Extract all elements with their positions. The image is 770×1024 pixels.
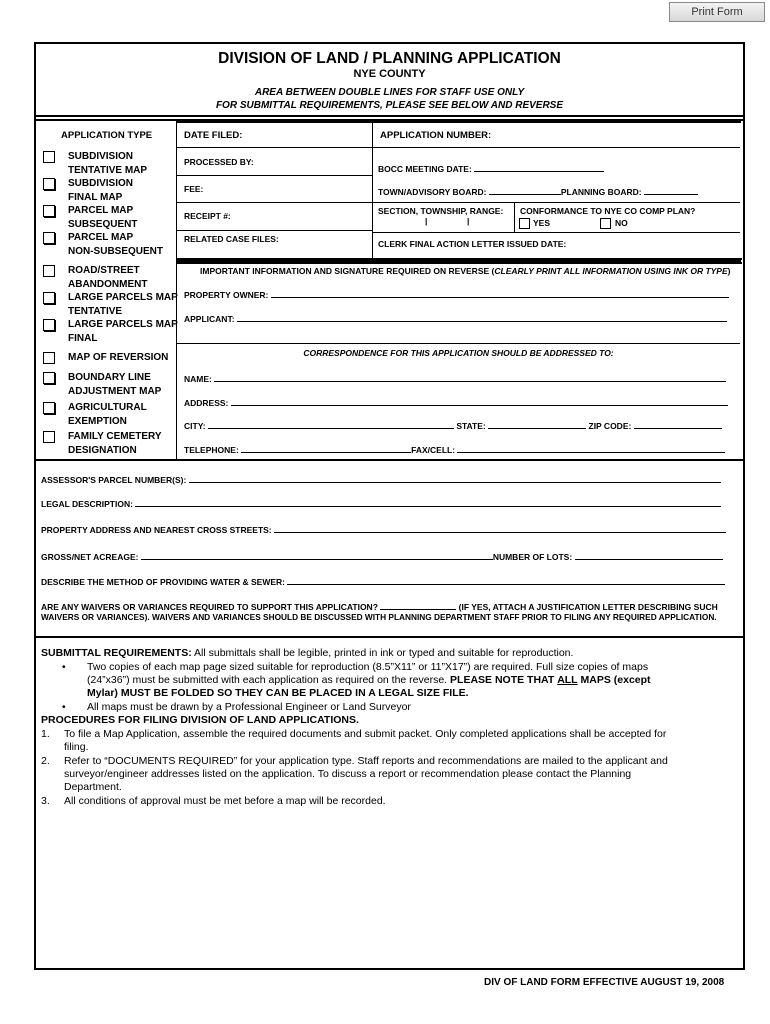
app-type-parcel-map-non-subsequent: PARCEL MAP NON-SUBSEQUENT [68,232,164,257]
checkbox-agricultural-exemption[interactable] [43,402,55,414]
telephone-field[interactable] [241,443,411,453]
app-type-family-cemetery: FAMILY CEMETERY DESIGNATION [68,431,162,456]
clerk-final-action-label: CLERK FINAL ACTION LETTER ISSUED DATE: [378,239,567,249]
application-type-heading: APPLICATION TYPE [61,130,153,141]
date-filed-label: DATE FILED: [184,130,243,141]
acreage-label: GROSS/NET ACREAGE: NUMBER OF LOTS: [41,550,723,562]
bullet-2: All maps must be drawn by a Professional Engineer or Land Surveyor [87,701,411,713]
water-sewer-field[interactable] [287,575,725,585]
city-field[interactable] [208,419,454,429]
bullet-1-line-2: (24”x36”) must be submitted with each application as required on the reverse. PLEASE NOTE THAT ALL MAPS (except [87,674,651,686]
app-type-boundary-line-adjustment: BOUNDARY LINE ADJUSTMENT MAP [68,372,162,397]
waivers-note: WAIVERS OR VARIANCES). WAIVERS AND VARIANCES SHOULD BE DISCUSSED WITH PLANNING DEPARTMENT STAFF PRIOR TO FILING ANY REQUIRED APPLICATION. [41,612,717,622]
submittal-intro: SUBMITTAL REQUIREMENTS: All submittals shall be legible, printed in ink or typed and suitable for reproduction. [41,647,574,659]
related-case-files-label: RELATED CASE FILES: [184,234,279,244]
app-type-subdivision-final: SUBDIVISION FINAL MAP [68,178,134,203]
apn-label: ASSESSOR'S PARCEL NUMBER(S): [41,473,721,485]
correspondence-note: CORRESPONDENCE FOR THIS APPLICATION SHOULD BE ADDRESSED TO: [303,348,614,358]
section-township-range-label: SECTION, TOWNSHIP, RANGE: [378,206,504,216]
staff-rule-5 [177,230,373,231]
address-label: ADDRESS: [184,396,728,408]
print-form-button[interactable]: Print Form [669,2,765,22]
staff-divider-2 [514,202,515,232]
application-number-label: APPLICATION NUMBER: [380,130,492,141]
property-owner-label: PROPERTY OWNER: [184,288,729,300]
double-line-bottom-1 [176,258,742,260]
app-type-agricultural-exemption: AGRICULTURAL EXEMPTION [68,402,147,427]
staff-use-note: AREA BETWEEN DOUBLE LINES FOR STAFF USE ONLY [254,87,525,98]
app-type-subdivision-tentative: SUBDIVISION TENTATIVE MAP [68,151,148,176]
legal-description-label: LEGAL DESCRIPTION: [41,497,721,509]
staff-rule-4 [373,202,740,203]
step-3-num: 3. [41,795,50,807]
telephone-label: TELEPHONE: FAX/CELL: [184,443,725,455]
applicant-label: APPLICANT: [184,312,727,324]
str-separator-1: | [425,216,428,226]
checkbox-family-cemetery[interactable] [43,431,55,443]
checkbox-parcel-map-non-subsequent[interactable] [43,232,55,244]
lots-field[interactable] [575,550,723,560]
checkbox-large-parcels-tentative[interactable] [43,292,55,304]
fee-label: FEE: [184,184,204,194]
conformance-no-checkbox[interactable] [600,218,611,229]
double-line-bottom-2 [176,262,742,264]
town-advisory-board-field[interactable] [489,185,561,195]
staff-rule-6 [373,232,740,233]
step-2-line-3: Department. [64,781,122,793]
staff-divider [372,121,373,260]
double-line-top-1 [34,115,744,117]
procedures-heading: PROCEDURES FOR FILING DIVISION OF LAND APPLICATIONS. [41,714,359,726]
acreage-field[interactable] [141,550,493,560]
property-owner-field[interactable] [271,288,729,298]
address-field[interactable] [231,396,728,406]
app-type-parcel-map-subsequent: PARCEL MAP SUBSEQUENT [68,205,138,230]
checkbox-road-street-abandonment[interactable] [43,265,55,277]
city-label: CITY: STATE: ZIP CODE: [184,419,722,431]
checkbox-subdivision-final[interactable] [43,178,55,190]
waivers-field[interactable] [380,600,456,610]
bullet-2-dot: • [62,701,66,713]
staff-rule-2 [177,175,373,176]
town-advisory-board-label: TOWN/ADVISORY BOARD: PLANNING BOARD: [378,185,698,197]
app-type-map-of-reversion: MAP OF REVERSION [68,352,169,363]
checkbox-subdivision-tentative[interactable] [43,151,55,163]
fax-field[interactable] [457,443,725,453]
step-3-line-1: All conditions of approval must be met before a map will be recorded. [64,795,386,807]
section-divider-1 [34,459,744,461]
str-separator-2: | [467,216,470,226]
step-1-line-2: filing. [64,741,89,753]
applicant-field[interactable] [237,312,727,322]
county-name: NYE COUNTY [353,68,426,80]
water-sewer-label: DESCRIBE THE METHOD OF PROVIDING WATER & SEWER: [41,575,725,587]
form-title: DIVISION OF LAND / PLANNING APPLICATION [218,50,561,67]
important-info-note: IMPORTANT INFORMATION AND SIGNATURE REQUIRED ON REVERSE (CLEARLY PRINT ALL INFORMATION USING INK OR TYPE) [200,266,731,276]
staff-rule-3 [177,202,373,203]
staff-rule-1 [177,147,740,148]
receipt-label: RECEIPT #: [184,211,231,221]
checkbox-boundary-line-adjustment[interactable] [43,372,55,384]
checkbox-large-parcels-final[interactable] [43,319,55,331]
name-field[interactable] [214,372,726,382]
bocc-meeting-date-field[interactable] [474,162,604,172]
applicant-rule [177,343,740,344]
conformance-yes-label: YES [533,218,551,228]
form-effective-footer: DIV OF LAND FORM EFFECTIVE AUGUST 19, 2008 [484,977,725,988]
planning-board-field[interactable] [644,185,698,195]
checkbox-map-of-reversion[interactable] [43,352,55,364]
submittal-note: FOR SUBMITTAL REQUIREMENTS, PLEASE SEE BELOW AND REVERSE [215,100,564,111]
conformance-label: CONFORMANCE TO NYE CO COMP PLAN? [520,206,696,216]
app-type-large-parcels-final: LARGE PARCELS MAP FINAL [68,319,178,344]
property-address-label: PROPERTY ADDRESS AND NEAREST CROSS STREETS: [41,523,726,535]
step-2-line-1: Refer to “DOCUMENTS REQUIRED” for your application type. Staff reports and recommendations are mailed to the applicant and [64,755,668,767]
bullet-1-dot: • [62,661,66,673]
processed-by-label: PROCESSED BY: [184,157,254,167]
step-1-num: 1. [41,728,50,740]
apn-field[interactable] [189,473,721,483]
step-1-line-1: To file a Map Application, assemble the required documents and submit packet. Only completed applications shall be accepted for [64,728,667,740]
conformance-yes-checkbox[interactable] [519,218,530,229]
section-divider-2 [34,636,744,638]
legal-description-field[interactable] [135,497,721,507]
name-label: NAME: [184,372,726,384]
waivers-question: ARE ANY WAIVERS OR VARIANCES REQUIRED TO SUPPORT THIS APPLICATION? (IF YES, ATTACH A JUSTIFICATION LETTER DESCRIBING SUCH [41,602,718,612]
bocc-meeting-date-label: BOCC MEETING DATE: [378,162,604,174]
state-field[interactable] [488,419,586,429]
applicant-left-border [176,262,177,459]
app-type-large-parcels-tentative: LARGE PARCELS MAP TENTATIVE [68,292,178,317]
step-2-num: 2. [41,755,50,767]
app-type-road-street-abandonment: ROAD/STREET ABANDONMENT [68,265,148,290]
zip-field[interactable] [634,419,722,429]
step-2-line-2: surveyor/engineer addresses listed on the application. To discuss a report or recommendation please contact the Planning [64,768,632,780]
bullet-1-line-3: Mylar) MUST BE FOLDED SO THEY CAN BE PLACED IN A LEGAL SIZE FILE. [87,687,469,699]
property-address-field[interactable] [274,523,726,533]
conformance-no-label: NO [615,218,628,228]
bullet-1-line-1: Two copies of each map page sized suitable for reproduction (8.5”X11” or 11”X17”) are required. Full size copies of maps [87,661,649,673]
checkbox-parcel-map-subsequent[interactable] [43,205,55,217]
